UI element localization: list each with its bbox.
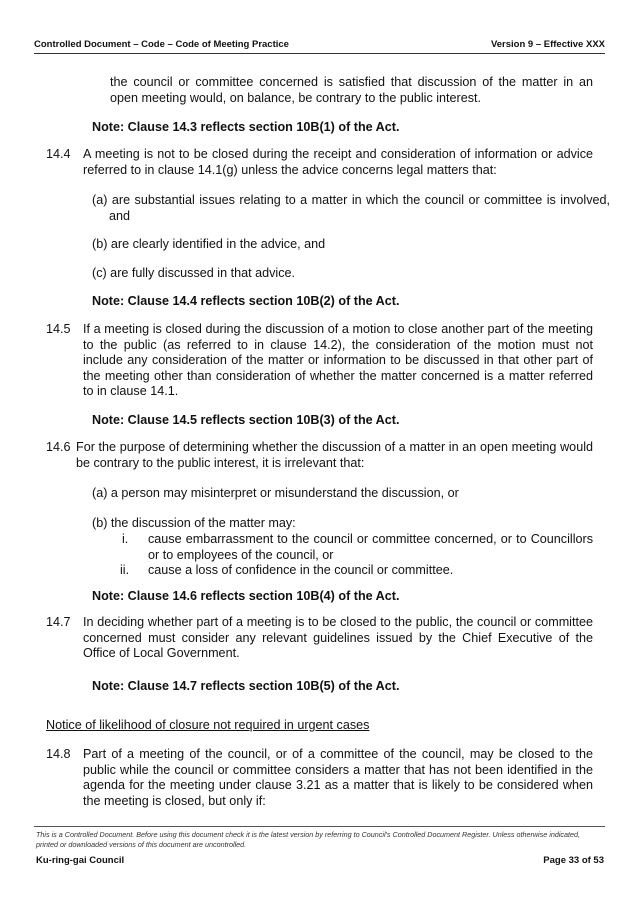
footer-disclaimer: This is a Controlled Document. Before using this document check it is the latest version by referring to Council's Controlled Document Register. Unless otherwise indicated, printed or downloaded versions of this document are uncontrolled. [36, 830, 581, 849]
clause-14-6-item-a: (a) a person may misinterpret or misunderstand the discussion, or [92, 486, 459, 500]
note-14-3: Note: Clause 14.3 reflects section 10B(1) of the Act. [92, 120, 400, 134]
clause-14-6-sub-ii: cause a loss of confidence in the council or committee. [148, 563, 454, 577]
clause-14-5-number: 14.5 [46, 322, 71, 336]
clause-14-6-item-b: (b) the discussion of the matter may: [92, 516, 296, 530]
clause-14-6-sub-i: cause embarrassment to the council or committee concerned, or to Councillors or to employees of the council, or [148, 532, 593, 562]
section-heading: Notice of likelihood of closure not required in urgent cases [46, 718, 370, 732]
clause-14-4-item-a: (a) are substantial issues relating to a matter in which the council or committee is involved, and [92, 193, 610, 223]
continuation-paragraph: the council or committee concerned is satisfied that discussion of the matter in an open meeting would, on balance, be contrary to the public interest. [110, 75, 593, 105]
clause-14-4-text: A meeting is not to be closed during the receipt and consideration of information or advice referred to in clause 14.1(g) unless the advice concerns legal matters that: [83, 147, 593, 177]
clause-14-8-number: 14.8 [46, 747, 71, 761]
footer-page-number: Page 33 of 53 [543, 855, 604, 866]
clause-14-6-sub-i-number: i. [122, 532, 129, 546]
footer-organisation: Ku-ring-gai Council [36, 855, 125, 866]
footer-rule [34, 826, 605, 827]
clause-14-4-item-b: (b) are clearly identified in the advice, and [92, 237, 326, 251]
clause-14-6-sub-ii-number: ii. [120, 563, 130, 577]
clause-14-6-text: For the purpose of determining whether the discussion of a matter in an open meeting would be contrary to the public interest, it is irrelevant that: [76, 440, 593, 470]
clause-14-7-text: In deciding whether part of a meeting is to be closed to the public, the council or committee concerned must consider any relevant guidelines issued by the Chief Executive of the Office of Local Government. [83, 615, 593, 661]
note-14-4: Note: Clause 14.4 reflects section 10B(2) of the Act. [92, 294, 400, 308]
clause-14-4-number: 14.4 [46, 147, 71, 161]
clause-14-4-item-c: (c) are fully discussed in that advice. [92, 266, 295, 280]
clause-14-5-text: If a meeting is closed during the discussion of a motion to close another part of the meeting to the public (as referred to in clause 14.2), the consideration of the motion must not include any consideration of the matter or information to be discussed in that other part of the meeting other than consideration of whether the matter concerned is a matter referred to in clause 14.1. [83, 322, 593, 399]
page-header [34, 39, 605, 54]
header-document-title: Controlled Document – Code – Code of Meeting Practice [34, 39, 289, 50]
note-14-7: Note: Clause 14.7 reflects section 10B(5) of the Act. [92, 679, 400, 693]
header-version: Version 9 – Effective XXX [490, 39, 605, 50]
clause-14-6-number: 14.6 [46, 440, 71, 454]
clause-14-7-number: 14.7 [46, 615, 71, 629]
clause-14-8-text: Part of a meeting of the council, or of a committee of the council, may be closed to the public while the council or committee considers a matter that has not been identified in the agenda for the meeting under clause 3.21 as a matter that is likely to be considered when the meeting is closed, but only if: [83, 747, 593, 808]
note-14-5: Note: Clause 14.5 reflects section 10B(3) of the Act. [92, 413, 400, 427]
note-14-6: Note: Clause 14.6 reflects section 10B(4) of the Act. [92, 589, 400, 603]
